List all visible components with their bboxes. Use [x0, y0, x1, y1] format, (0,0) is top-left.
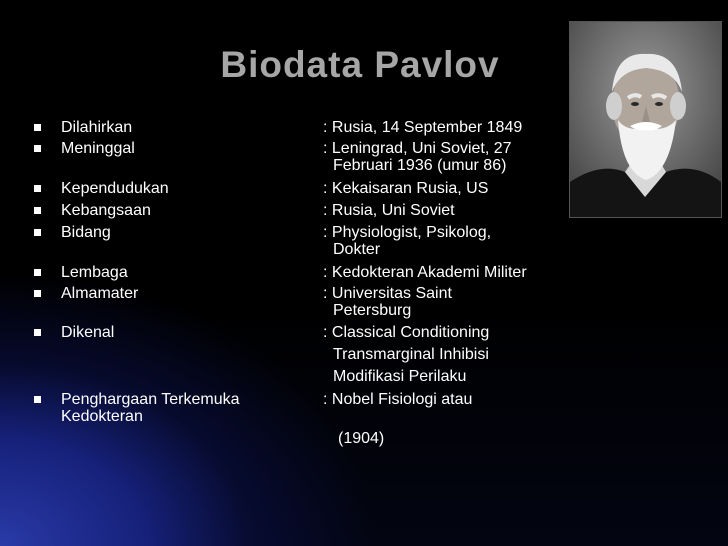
bullet-icon	[34, 329, 41, 336]
item-value-continued: (1904)	[338, 430, 385, 447]
item-label: Dilahirkan	[61, 119, 133, 136]
bullet-icon	[34, 145, 41, 152]
item-value: : Leningrad, Uni Soviet, 27	[323, 140, 512, 157]
item-value: : Physiologist, Psikolog,	[323, 224, 492, 241]
item-label: Lembaga	[61, 264, 128, 281]
item-value: : Kekaisaran Rusia, US	[323, 180, 489, 197]
portrait-photo	[569, 21, 722, 218]
item-value: : Rusia, 14 September 1849	[323, 119, 523, 136]
item-label: Almamater	[61, 285, 139, 302]
bullet-icon	[34, 269, 41, 276]
item-label: Kependudukan	[61, 180, 169, 197]
bullet-icon	[34, 185, 41, 192]
item-value-continued: Transmarginal Inhibisi	[333, 346, 489, 363]
item-value: : Universitas Saint	[323, 285, 452, 302]
item-label: Kebangsaan	[61, 202, 151, 219]
portrait-image	[570, 22, 721, 217]
item-label: Penghargaan Terkemuka	[61, 391, 240, 408]
slide-title: Biodata Pavlov	[220, 44, 500, 85]
item-label-continued: Kedokteran	[61, 408, 143, 425]
item-label: Dikenal	[61, 324, 115, 341]
bullet-icon	[34, 229, 41, 236]
item-value: : Classical Conditioning	[323, 324, 490, 341]
item-value-continued: Modifikasi Perilaku	[333, 368, 467, 385]
bullet-icon	[34, 396, 41, 403]
item-label: Bidang	[61, 224, 111, 241]
item-value: : Rusia, Uni Soviet	[323, 202, 455, 219]
item-value-continued: Petersburg	[333, 302, 412, 319]
item-value: : Kedokteran Akademi Militer	[323, 264, 527, 281]
bullet-icon	[34, 207, 41, 214]
item-label: Meninggal	[61, 140, 135, 157]
item-value-continued: Dokter	[333, 241, 381, 258]
item-value: : Nobel Fisiologi atau	[323, 391, 473, 408]
bullet-icon	[34, 290, 41, 297]
bullet-icon	[34, 124, 41, 131]
item-value-continued: Februari 1936 (umur 86)	[333, 157, 507, 174]
